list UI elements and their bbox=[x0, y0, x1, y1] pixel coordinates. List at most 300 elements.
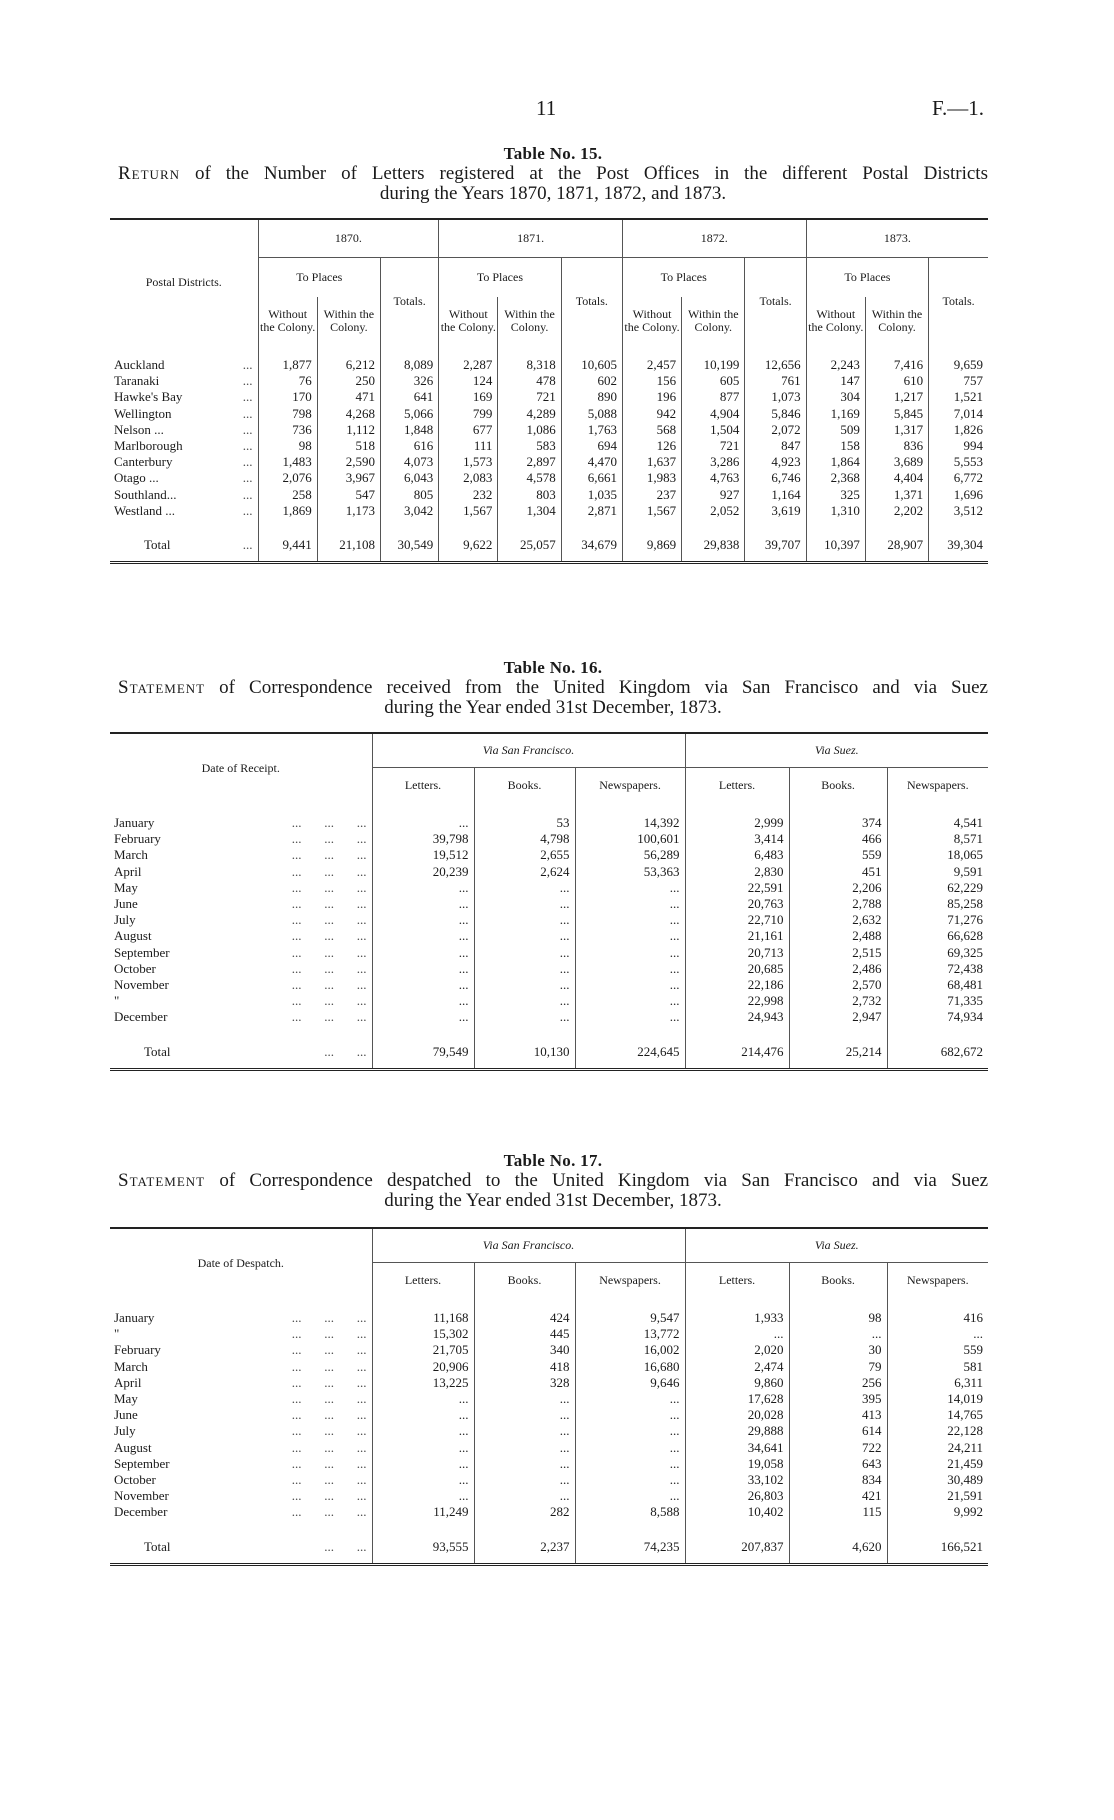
cell-value: 803 bbox=[498, 487, 561, 503]
col-letters: Letters. bbox=[372, 1262, 474, 1298]
row-label: June ... ... ... bbox=[114, 896, 367, 912]
cell-value: 20,763 bbox=[685, 896, 789, 912]
cell-value: 2,632 bbox=[789, 912, 887, 928]
cell-value: 1,112 bbox=[317, 422, 380, 438]
cell-value: 76 bbox=[258, 373, 317, 389]
cell-value: 4,904 bbox=[682, 406, 745, 422]
cell-value: 757 bbox=[929, 373, 988, 389]
cell-value: 9,646 bbox=[575, 1375, 685, 1391]
cell-value: 11,249 bbox=[372, 1504, 474, 1520]
cell-value: 93,555 bbox=[372, 1533, 474, 1565]
cell-value: ... bbox=[474, 1472, 575, 1488]
cell-value: 304 bbox=[806, 389, 865, 405]
cell-value: 33,102 bbox=[685, 1472, 789, 1488]
cell-value: 836 bbox=[865, 438, 928, 454]
to-places: To Places bbox=[439, 257, 561, 297]
cell-value: 79 bbox=[789, 1359, 887, 1375]
cell-value: 4,289 bbox=[498, 406, 561, 422]
cell-value: 111 bbox=[439, 438, 498, 454]
cell-value: 2,999 bbox=[685, 815, 789, 831]
spacer-row bbox=[110, 803, 988, 815]
row-label: February ... ... ... bbox=[114, 1342, 367, 1358]
cell-value: 21,705 bbox=[372, 1342, 474, 1358]
cell-value: ... bbox=[575, 1488, 685, 1504]
cell-value: 581 bbox=[887, 1359, 988, 1375]
row-label: October ... ... ... bbox=[114, 960, 367, 976]
col-totals: Totals. bbox=[381, 257, 439, 345]
cell-value: 13,225 bbox=[372, 1375, 474, 1391]
row-label: February ... ... ... bbox=[114, 831, 367, 847]
cell-value: ... bbox=[474, 1440, 575, 1456]
table-row bbox=[110, 896, 988, 912]
table-row bbox=[110, 1359, 988, 1375]
cell-value: ... bbox=[372, 945, 474, 961]
cell-value: 4,404 bbox=[865, 470, 928, 486]
cell-value: 21,108 bbox=[317, 531, 380, 563]
cell-value: 3,689 bbox=[865, 454, 928, 470]
cell-value: ... bbox=[575, 896, 685, 912]
cell-value: 21,459 bbox=[887, 1456, 988, 1472]
cell-value: 2,020 bbox=[685, 1342, 789, 1358]
cell-value: 2,515 bbox=[789, 945, 887, 961]
cell-value: 156 bbox=[622, 373, 681, 389]
col-books: Books. bbox=[789, 767, 887, 803]
cell-value: 9,992 bbox=[887, 1504, 988, 1520]
cell-value: ... bbox=[372, 1488, 474, 1504]
cell-value: 4,923 bbox=[745, 454, 806, 470]
cell-value: 466 bbox=[789, 831, 887, 847]
page-header bbox=[0, 96, 1114, 126]
cell-value: 2,488 bbox=[789, 928, 887, 944]
via-suez: Via Suez. bbox=[685, 1228, 988, 1262]
cell-value: 3,414 bbox=[685, 831, 789, 847]
cell-value: ... bbox=[474, 1009, 575, 1025]
row-label: March ... ... ... bbox=[114, 1358, 367, 1374]
cell-value: ... bbox=[474, 912, 575, 928]
cell-value: ... bbox=[474, 1423, 575, 1439]
cell-value: 2,947 bbox=[789, 1009, 887, 1025]
cell-value: 4,798 bbox=[474, 831, 575, 847]
cell-value: ... bbox=[575, 1391, 685, 1407]
total-row bbox=[110, 531, 988, 563]
cell-value: 26,803 bbox=[685, 1488, 789, 1504]
cell-value: 15,302 bbox=[372, 1326, 474, 1342]
cell-value: 9,860 bbox=[685, 1375, 789, 1391]
cell-value: 682,672 bbox=[887, 1038, 988, 1070]
cell-value: ... bbox=[372, 815, 474, 831]
cell-value: ... bbox=[474, 945, 575, 961]
table-row bbox=[110, 422, 988, 438]
cell-value: ... bbox=[575, 1407, 685, 1423]
cell-value: 1,573 bbox=[439, 454, 498, 470]
cell-value: 98 bbox=[258, 438, 317, 454]
cell-value: 610 bbox=[865, 373, 928, 389]
cell-value: 3,512 bbox=[929, 503, 988, 519]
cell-value: 421 bbox=[789, 1488, 887, 1504]
table-row bbox=[110, 977, 988, 993]
cell-value: 124 bbox=[439, 373, 498, 389]
table-row bbox=[110, 1326, 988, 1342]
cell-value: ... bbox=[575, 1440, 685, 1456]
cell-value: 4,268 bbox=[317, 406, 380, 422]
cell-value: 2,655 bbox=[474, 847, 575, 863]
table15 bbox=[110, 218, 988, 564]
cell-value: 20,713 bbox=[685, 945, 789, 961]
cell-value: 6,772 bbox=[929, 470, 988, 486]
col-totals: Totals. bbox=[561, 257, 622, 345]
cell-value: 798 bbox=[258, 406, 317, 422]
cell-value: 19,512 bbox=[372, 847, 474, 863]
table-row bbox=[110, 945, 988, 961]
cell-value: 6,746 bbox=[745, 470, 806, 486]
cell-value: 166,521 bbox=[887, 1533, 988, 1565]
cell-value: 24,943 bbox=[685, 1009, 789, 1025]
cell-value: ... bbox=[789, 1326, 887, 1342]
cell-value: 1,567 bbox=[439, 503, 498, 519]
row-label: July ... ... ... bbox=[114, 1423, 367, 1439]
page-number: 11 bbox=[536, 96, 557, 120]
table17-caption-line2: during the Year ended 31st December, 1873. bbox=[384, 1190, 722, 1211]
row-label: November ... ... ... bbox=[114, 977, 367, 993]
cell-value: 605 bbox=[682, 373, 745, 389]
table-row bbox=[110, 1342, 988, 1358]
cell-value: 424 bbox=[474, 1310, 575, 1326]
cell-value: 2,897 bbox=[498, 454, 561, 470]
row-label: September ... ... ... bbox=[114, 1455, 367, 1471]
table-row bbox=[110, 1407, 988, 1423]
row-label: August ... ... ... bbox=[114, 1439, 367, 1455]
cell-value: 19,058 bbox=[685, 1456, 789, 1472]
row-label: April ... ... ... bbox=[114, 1374, 367, 1390]
cell-value: 20,028 bbox=[685, 1407, 789, 1423]
cell-value: 224,645 bbox=[575, 1038, 685, 1070]
cell-value: 6,661 bbox=[561, 470, 622, 486]
row-label: Wellington ... bbox=[114, 405, 253, 421]
table17-caption-line1: Statement of Correspondence despatched to the United Kingdom via San Francisco and via Suez bbox=[118, 1170, 988, 1191]
cell-value: ... bbox=[372, 912, 474, 928]
cell-value: 30,549 bbox=[381, 531, 439, 563]
cell-value: 1,169 bbox=[806, 406, 865, 422]
cell-value: 16,680 bbox=[575, 1359, 685, 1375]
cell-value: ... bbox=[372, 961, 474, 977]
year-1873: 1873. bbox=[806, 219, 988, 257]
year-1871: 1871. bbox=[439, 219, 623, 257]
row-label: July ... ... ... bbox=[114, 912, 367, 928]
row-label: Total ... ... bbox=[144, 1043, 367, 1059]
cell-value: 6,043 bbox=[381, 470, 439, 486]
cell-value: 2,052 bbox=[682, 503, 745, 519]
col-books: Books. bbox=[474, 1262, 575, 1298]
cell-value: 8,571 bbox=[887, 831, 988, 847]
cell-value: 22,186 bbox=[685, 977, 789, 993]
table16-title: Table No. 16. bbox=[503, 658, 603, 677]
table-row bbox=[110, 406, 988, 422]
cell-value: ... bbox=[474, 1456, 575, 1472]
row-label: Total ... bbox=[144, 537, 253, 553]
cell-value: 471 bbox=[317, 389, 380, 405]
cell-value: 451 bbox=[789, 864, 887, 880]
cell-value: ... bbox=[372, 896, 474, 912]
cell-value: 39,707 bbox=[745, 531, 806, 563]
cell-value: 614 bbox=[789, 1423, 887, 1439]
cell-value: 68,481 bbox=[887, 977, 988, 993]
cell-value: 8,588 bbox=[575, 1504, 685, 1520]
cell-value: 39,798 bbox=[372, 831, 474, 847]
col-books: Books. bbox=[474, 767, 575, 803]
table-row bbox=[110, 1310, 988, 1326]
table-row bbox=[110, 864, 988, 880]
cell-value: ... bbox=[575, 961, 685, 977]
cell-value: 9,547 bbox=[575, 1310, 685, 1326]
cell-value: 5,066 bbox=[381, 406, 439, 422]
cell-value: 1,696 bbox=[929, 487, 988, 503]
cell-value: ... bbox=[372, 1472, 474, 1488]
cell-value: 616 bbox=[381, 438, 439, 454]
via-san-francisco: Via San Francisco. bbox=[372, 733, 685, 767]
cell-value: 66,628 bbox=[887, 928, 988, 944]
row-label: January ... ... ... bbox=[114, 1310, 367, 1325]
table-row bbox=[110, 847, 988, 863]
table15-caption bbox=[118, 144, 988, 204]
cell-value: ... bbox=[372, 1423, 474, 1439]
cell-value: ... bbox=[372, 928, 474, 944]
cell-value: 413 bbox=[789, 1407, 887, 1423]
cell-value: 1,869 bbox=[258, 503, 317, 519]
cell-value: 509 bbox=[806, 422, 865, 438]
cell-value: 1,371 bbox=[865, 487, 928, 503]
table-row bbox=[110, 503, 988, 519]
row-label: March ... ... ... bbox=[114, 847, 367, 863]
cell-value: 24,211 bbox=[887, 1440, 988, 1456]
cell-value: 13,772 bbox=[575, 1326, 685, 1342]
cell-value: 14,765 bbox=[887, 1407, 988, 1423]
total-row bbox=[110, 1038, 988, 1070]
cell-value: 72,438 bbox=[887, 961, 988, 977]
cell-value: 232 bbox=[439, 487, 498, 503]
cell-value: 25,214 bbox=[789, 1038, 887, 1070]
row-label: " ... ... ... bbox=[114, 1326, 367, 1342]
spacer-row bbox=[110, 1298, 988, 1310]
row-label: Hawke's Bay ... bbox=[114, 389, 253, 405]
cell-value: 20,239 bbox=[372, 864, 474, 880]
cell-value: 1,504 bbox=[682, 422, 745, 438]
row-label: Southland... ... bbox=[114, 486, 253, 502]
year-1872: 1872. bbox=[622, 219, 806, 257]
cell-value: 34,641 bbox=[685, 1440, 789, 1456]
cell-value: 18,065 bbox=[887, 847, 988, 863]
cell-value: 2,788 bbox=[789, 896, 887, 912]
cell-value: 799 bbox=[439, 406, 498, 422]
table-row bbox=[110, 470, 988, 486]
cell-value: 9,659 bbox=[929, 357, 988, 373]
cell-value: 677 bbox=[439, 422, 498, 438]
spacer-row bbox=[110, 1521, 988, 1533]
cell-value: 8,318 bbox=[498, 357, 561, 373]
cell-value: 126 bbox=[622, 438, 681, 454]
cell-value: 10,199 bbox=[682, 357, 745, 373]
row-label: December ... ... ... bbox=[114, 1009, 367, 1025]
col-books: Books. bbox=[789, 1262, 887, 1298]
table-row bbox=[110, 438, 988, 454]
table17-title: Table No. 17. bbox=[503, 1151, 603, 1170]
cell-value: 2,202 bbox=[865, 503, 928, 519]
cell-value: ... bbox=[372, 1407, 474, 1423]
cell-value: 16,002 bbox=[575, 1342, 685, 1358]
cell-value: 39,304 bbox=[929, 531, 988, 563]
cell-value: 9,591 bbox=[887, 864, 988, 880]
cell-value: ... bbox=[575, 1423, 685, 1439]
table-row bbox=[110, 1472, 988, 1488]
col-without: Without the Colony. bbox=[258, 297, 317, 345]
cell-value: 2,830 bbox=[685, 864, 789, 880]
col-totals: Totals. bbox=[745, 257, 806, 345]
cell-value: 328 bbox=[474, 1375, 575, 1391]
cell-value: 7,416 bbox=[865, 357, 928, 373]
cell-value: 641 bbox=[381, 389, 439, 405]
spacer-row bbox=[110, 1026, 988, 1038]
cell-value: 29,838 bbox=[682, 531, 745, 563]
cell-value: 1,217 bbox=[865, 389, 928, 405]
cell-value: 2,237 bbox=[474, 1533, 575, 1565]
row-label: January ... ... ... bbox=[114, 815, 367, 830]
cell-value: ... bbox=[474, 880, 575, 896]
table-row bbox=[110, 1456, 988, 1472]
cell-value: 1,086 bbox=[498, 422, 561, 438]
cell-value: ... bbox=[575, 912, 685, 928]
cell-value: 1,035 bbox=[561, 487, 622, 503]
cell-value: 2,083 bbox=[439, 470, 498, 486]
via-suez: Via Suez. bbox=[685, 733, 988, 767]
cell-value: 7,014 bbox=[929, 406, 988, 422]
cell-value: 1,877 bbox=[258, 357, 317, 373]
cell-value: 418 bbox=[474, 1359, 575, 1375]
cell-value: 325 bbox=[806, 487, 865, 503]
cell-value: 2,287 bbox=[439, 357, 498, 373]
cell-value: 5,553 bbox=[929, 454, 988, 470]
cell-value: 71,276 bbox=[887, 912, 988, 928]
cell-value: ... bbox=[575, 1456, 685, 1472]
cell-value: 1,637 bbox=[622, 454, 681, 470]
cell-value: 69,325 bbox=[887, 945, 988, 961]
cell-value: 158 bbox=[806, 438, 865, 454]
table-row bbox=[110, 831, 988, 847]
cell-value: 518 bbox=[317, 438, 380, 454]
cell-value: ... bbox=[372, 1009, 474, 1025]
cell-value: ... bbox=[685, 1326, 789, 1342]
cell-value: 890 bbox=[561, 389, 622, 405]
cell-value: 1,567 bbox=[622, 503, 681, 519]
cell-value: 568 bbox=[622, 422, 681, 438]
cell-value: 98 bbox=[789, 1310, 887, 1326]
row-label: May ... ... ... bbox=[114, 879, 367, 895]
cell-value: 4,620 bbox=[789, 1533, 887, 1565]
table-row bbox=[110, 815, 988, 831]
cell-value: 6,212 bbox=[317, 357, 380, 373]
row-label: October ... ... ... bbox=[114, 1472, 367, 1488]
cell-value: 2,474 bbox=[685, 1359, 789, 1375]
cell-value: 21,161 bbox=[685, 928, 789, 944]
cell-value: 721 bbox=[498, 389, 561, 405]
cell-value: ... bbox=[575, 945, 685, 961]
cell-value: 10,402 bbox=[685, 1504, 789, 1520]
col-newspapers: Newspapers. bbox=[575, 767, 685, 803]
table-row bbox=[110, 1488, 988, 1504]
col-date-of-receipt: Date of Receipt. bbox=[201, 761, 280, 775]
cell-value: ... bbox=[372, 977, 474, 993]
col-newspapers: Newspapers. bbox=[887, 1262, 988, 1298]
table17 bbox=[110, 1227, 988, 1566]
cell-value: 1,983 bbox=[622, 470, 681, 486]
cell-value: 3,286 bbox=[682, 454, 745, 470]
cell-value: 20,685 bbox=[685, 961, 789, 977]
table-row bbox=[110, 1423, 988, 1439]
cell-value: 4,763 bbox=[682, 470, 745, 486]
cell-value: 14,392 bbox=[575, 815, 685, 831]
cell-value: 1,933 bbox=[685, 1310, 789, 1326]
col-without: Without the Colony. bbox=[622, 297, 681, 345]
cell-value: 547 bbox=[317, 487, 380, 503]
cell-value: ... bbox=[372, 993, 474, 1009]
cell-value: 1,073 bbox=[745, 389, 806, 405]
cell-value: ... bbox=[575, 1472, 685, 1488]
cell-value: 340 bbox=[474, 1342, 575, 1358]
cell-value: 79,549 bbox=[372, 1038, 474, 1070]
cell-value: 805 bbox=[381, 487, 439, 503]
cell-value: 2,076 bbox=[258, 470, 317, 486]
to-places: To Places bbox=[258, 257, 380, 297]
table-row bbox=[110, 373, 988, 389]
table-row bbox=[110, 1009, 988, 1025]
col-letters: Letters. bbox=[372, 767, 474, 803]
cell-value: 3,967 bbox=[317, 470, 380, 486]
cell-value: 2,072 bbox=[745, 422, 806, 438]
row-label: August ... ... ... bbox=[114, 928, 367, 944]
cell-value: 20,906 bbox=[372, 1359, 474, 1375]
row-label: Westland ... ... bbox=[114, 502, 253, 518]
cell-value: 53,363 bbox=[575, 864, 685, 880]
cell-value: 643 bbox=[789, 1456, 887, 1472]
cell-value: ... bbox=[372, 1391, 474, 1407]
cell-value: 1,826 bbox=[929, 422, 988, 438]
cell-value: 11,168 bbox=[372, 1310, 474, 1326]
cell-value: 207,837 bbox=[685, 1533, 789, 1565]
cell-value: 10,130 bbox=[474, 1038, 575, 1070]
table-row bbox=[110, 928, 988, 944]
cell-value: 147 bbox=[806, 373, 865, 389]
cell-value: 4,073 bbox=[381, 454, 439, 470]
cell-value: 4,578 bbox=[498, 470, 561, 486]
cell-value: 34,679 bbox=[561, 531, 622, 563]
col-date-of-despatch: Date of Despatch. bbox=[197, 1256, 284, 1270]
cell-value: 2,457 bbox=[622, 357, 681, 373]
cell-value: 478 bbox=[498, 373, 561, 389]
cell-value: 56,289 bbox=[575, 847, 685, 863]
cell-value: ... bbox=[575, 977, 685, 993]
cell-value: ... bbox=[575, 928, 685, 944]
cell-value: 994 bbox=[929, 438, 988, 454]
row-label: Otago ... ... bbox=[114, 470, 253, 486]
cell-value: 9,869 bbox=[622, 531, 681, 563]
to-places: To Places bbox=[622, 257, 744, 297]
cell-value: 4,541 bbox=[887, 815, 988, 831]
cell-value: 694 bbox=[561, 438, 622, 454]
cell-value: 256 bbox=[789, 1375, 887, 1391]
table16-caption bbox=[118, 658, 988, 718]
table-row bbox=[110, 1504, 988, 1520]
cell-value: 445 bbox=[474, 1326, 575, 1342]
cell-value: 169 bbox=[439, 389, 498, 405]
cell-value: 761 bbox=[745, 373, 806, 389]
